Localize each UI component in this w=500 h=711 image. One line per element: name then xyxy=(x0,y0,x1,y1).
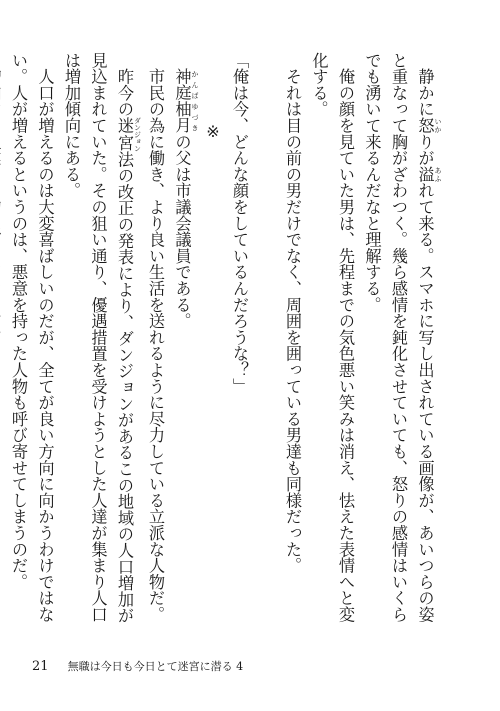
text-run: 俺の顔を見ていた男は、先程までの気色悪い笑みは消え、怯えた表情へと変化する。 xyxy=(309,52,355,623)
text-run: それは目の前の男だけでなく、周囲を囲っている男達も同様だった。 xyxy=(283,52,302,574)
blank-line xyxy=(252,52,279,637)
page-footer xyxy=(32,655,243,674)
paragraph xyxy=(0,52,5,637)
paragraph xyxy=(5,52,58,637)
text-run: れて来る。スマホに写し出されている画像が、あいつらの姿と重なって胸がざわつく。幾ら感情を鈍化させていても、怒りの感情はいくらでも湧いて来るんだなと理解する。 xyxy=(362,52,435,623)
text-run: 市民の為に働き、より良い生活を送れるように尽力している立派な人物だ。 xyxy=(146,52,165,623)
page-number: 21 xyxy=(32,659,49,674)
text-run: 法の改正の発表により、ダンジョンがあるこの地域の人口増加が見込まれていた。その狙い通り、優遇措置を受けようとした人達が集まり人口は増加傾向にある。 xyxy=(62,52,134,624)
text-run xyxy=(173,52,192,68)
text-run: の父は市議会議員である。 xyxy=(172,133,192,330)
ruby-reading: かんばゆづき xyxy=(191,68,199,134)
ruby-base: 怒 xyxy=(415,117,435,134)
paragraph xyxy=(58,52,142,637)
ruby-reading: ダンジョン xyxy=(133,116,142,152)
paragraph xyxy=(279,52,306,637)
ruby-word xyxy=(415,117,442,134)
body-text xyxy=(9,52,442,637)
running-title: 無職は今日も今日とて迷宮に潜る 4 xyxy=(67,660,244,673)
text-run: 「俺は今、どんな顔をしているんだろうな？」 xyxy=(230,52,249,395)
text-run: 人口が増えるのは大変喜ばしいのだが、全てが良い方向に向かうわけではない。人が増えるというのは、悪意を持った人物も呼び寄せてしまうのだ。 xyxy=(9,52,55,623)
ruby-base: 溢 xyxy=(415,166,435,183)
text-run xyxy=(0,52,2,345)
ruby-word xyxy=(115,116,142,152)
paragraph xyxy=(142,52,169,637)
ruby-base: 神庭柚月 xyxy=(172,68,192,134)
ruby-reading: いか xyxy=(434,117,442,134)
ruby-word xyxy=(172,68,199,134)
text-run: りが xyxy=(415,133,435,167)
paragraph xyxy=(358,52,442,637)
paragraph xyxy=(226,52,253,637)
text-run: 静かに xyxy=(415,52,435,118)
ruby-reading: あふ xyxy=(434,166,442,183)
paragraph xyxy=(168,52,199,637)
ruby-base: 迷宮 xyxy=(115,116,134,152)
section-separator: ※ xyxy=(203,122,223,142)
text-run: 昨今の xyxy=(115,52,134,118)
paragraph xyxy=(305,52,358,637)
ruby-word xyxy=(415,166,442,183)
